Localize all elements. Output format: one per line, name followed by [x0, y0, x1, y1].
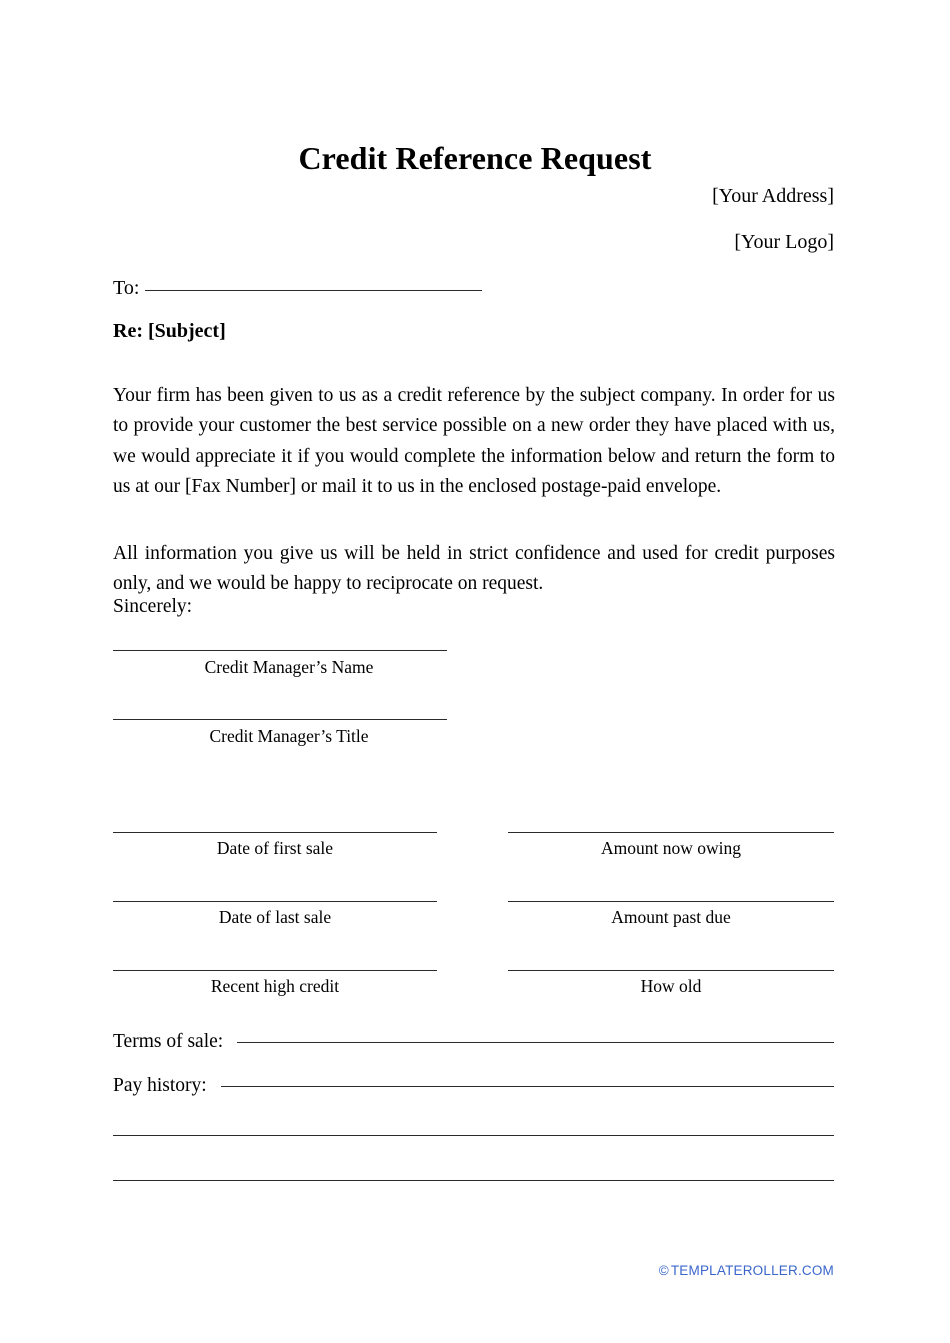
copyright-icon: © [658, 1263, 669, 1278]
date-of-last-sale-label: Date of last sale [218, 907, 332, 927]
body-paragraph-1: Your firm has been given to us as a credit reference by the subject company. In order for us to provide your customer the best service possible on a new order they have placed with us, we would appreciate it if you would complete the information below and return the form to us at our [Fax Number] or mail it to us in the enclosed postage-paid envelope. [113, 384, 835, 497]
terms-of-sale-input-line[interactable] [237, 1042, 834, 1043]
closing-salutation: Sincerely: [113, 596, 193, 617]
amount-now-owing-input-line[interactable] [508, 832, 834, 833]
amount-past-due-field [508, 901, 834, 928]
to-row [113, 275, 834, 301]
date-of-last-sale-input-line[interactable] [113, 901, 437, 902]
credit-manager-title-field [113, 719, 447, 747]
credit-manager-name-input-line[interactable] [113, 650, 447, 651]
how-old-field [508, 970, 834, 997]
page-title: Credit Reference Request [298, 140, 652, 177]
amount-now-owing-label: Amount now owing [601, 838, 741, 858]
credit-manager-name-field [113, 650, 447, 678]
subject-line: Re: [Subject] [113, 320, 226, 342]
your-logo-placeholder: [Your Logo] [734, 231, 834, 253]
pay-history-row [113, 1073, 834, 1099]
recent-high-credit-field [113, 970, 437, 997]
credit-manager-name-label: Credit Manager’s Name [204, 657, 374, 677]
pay-history-input-line[interactable] [221, 1086, 834, 1087]
footer-watermark [113, 1263, 834, 1278]
pay-history-label: Pay history: [113, 1075, 207, 1096]
blank-input-line-1[interactable] [113, 1135, 834, 1136]
amount-now-owing-field [508, 832, 834, 859]
credit-manager-title-input-line[interactable] [113, 719, 447, 720]
date-of-first-sale-field [113, 832, 437, 859]
your-address-placeholder: [Your Address] [712, 185, 834, 207]
to-label: To: [113, 277, 140, 299]
terms-of-sale-row [113, 1029, 834, 1055]
recent-high-credit-label: Recent high credit [210, 976, 340, 996]
how-old-label: How old [640, 976, 702, 996]
to-input-line[interactable] [145, 290, 482, 291]
date-of-last-sale-field [113, 901, 437, 928]
body-paragraph-2: All information you give us will be held in strict confidence and used for credit purposes only, and we would be happy to reciprocate on request. [113, 542, 835, 594]
date-of-first-sale-label: Date of first sale [216, 838, 334, 858]
amount-past-due-input-line[interactable] [508, 901, 834, 902]
credit-manager-title-label: Credit Manager’s Title [209, 726, 369, 746]
date-of-first-sale-input-line[interactable] [113, 832, 437, 833]
footer-site-name: TEMPLATEROLLER.COM [670, 1263, 834, 1278]
recent-high-credit-input-line[interactable] [113, 970, 437, 971]
blank-input-line-2[interactable] [113, 1180, 834, 1181]
amount-past-due-label: Amount past due [611, 907, 731, 927]
terms-of-sale-label: Terms of sale: [113, 1031, 224, 1052]
how-old-input-line[interactable] [508, 970, 834, 971]
